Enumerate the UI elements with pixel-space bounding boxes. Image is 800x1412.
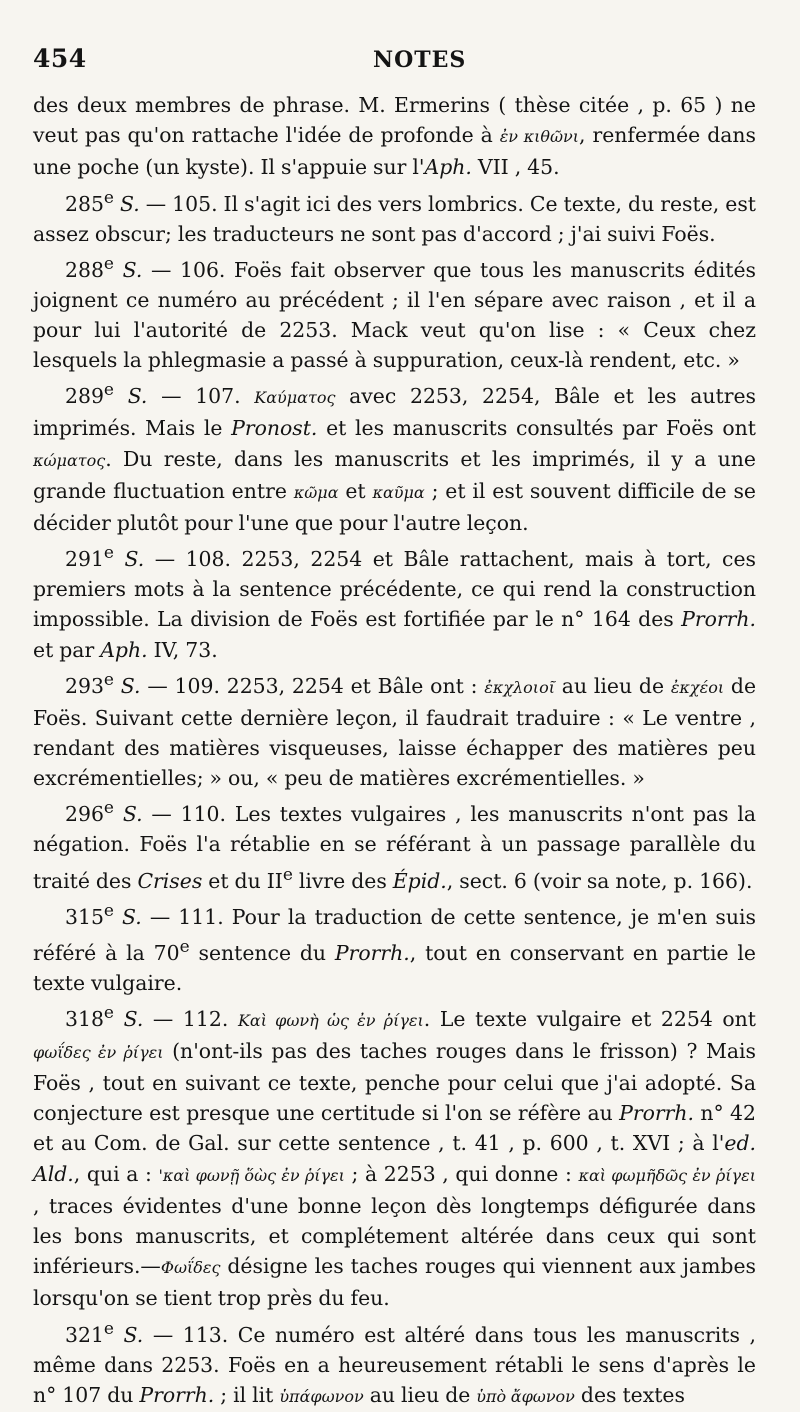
greek-term: Καὶ φωνὴ ὡς ἐν ῥίγει: [237, 1010, 424, 1030]
greek-term: καὶ φωμῆδῶς ἐν ῥίγει: [578, 1165, 756, 1185]
ordinal-superscript: e: [179, 936, 190, 957]
italic-reference: Crises: [137, 868, 203, 893]
italic-reference: Pronost.: [231, 416, 318, 441]
ordinal-superscript: e: [103, 1318, 114, 1339]
greek-term: Φωΐδες: [160, 1258, 221, 1278]
ordinal-superscript: e: [103, 669, 114, 690]
text-run: [114, 258, 123, 282]
italic-reference: S.: [124, 547, 145, 572]
text-run: — 111. Pour la traduction de cette sentence, je m'en suis référé à la 70: [33, 904, 756, 965]
italic-reference: S.: [120, 191, 140, 216]
greek-term: καῦμα: [372, 482, 425, 502]
ordinal-superscript: e: [103, 187, 114, 208]
notes-body: [33, 90, 756, 1412]
greek-term: ἐν κιθῶνι: [499, 127, 580, 147]
greek-term: φωΐδες ἐν ῥίγει: [33, 1042, 164, 1062]
text-run: , sect. 6 (voir sa note, p. 166).: [446, 868, 753, 893]
text-run: (n'ont-ils pas des taches rouges dans le frisson) ? Mais Foës , tout en suivant ce texte, penche pour celui que j'ai adopté. Sa conjecture est presque une certitude si l'on se réfère au: [33, 1038, 756, 1126]
text-run: 288: [65, 257, 104, 282]
text-run: — 110. Les textes vulgaires , les manuscrits n'ont pas la négation. Foës l'a rétablie en se référant à un passage parallèle du traité des: [33, 802, 757, 893]
note-paragraph: [33, 1314, 756, 1412]
text-run: — 107.: [147, 384, 255, 409]
greek-term: ἐκχλοιοῖ: [484, 677, 555, 697]
italic-reference: S.: [122, 802, 143, 827]
text-run: et les manuscrits consultés par Foës ont: [317, 416, 756, 441]
italic-reference: Prorrh.: [139, 1382, 215, 1407]
greek-term: κώματος: [33, 450, 106, 470]
italic-reference: Aph.: [100, 637, 148, 662]
text-run: [114, 547, 125, 571]
text-run: et du II: [202, 868, 283, 893]
ordinal-superscript: e: [103, 798, 114, 819]
italic-reference: S.: [122, 257, 143, 282]
ordinal-superscript: e: [103, 253, 114, 274]
text-run: 321: [65, 1322, 104, 1347]
italic-reference: S.: [123, 1322, 144, 1347]
text-run: [114, 1322, 124, 1346]
text-run: , qui a :: [73, 1161, 159, 1186]
text-run: des textes: [574, 1382, 685, 1407]
text-run: 318: [65, 1006, 104, 1031]
greek-term: Καύματος: [254, 388, 336, 408]
text-run: IV, 73.: [147, 637, 218, 662]
text-run: sentence du: [189, 940, 335, 965]
text-run: ; et il est souvent difficile de se décider plutôt pour l'une que pour l'autre leçon.: [33, 478, 757, 536]
ordinal-superscript: e: [282, 864, 293, 885]
ordinal-superscript: e: [103, 380, 114, 401]
text-run: [114, 384, 128, 408]
running-head: [33, 44, 756, 88]
text-run: 296: [65, 802, 104, 827]
text-run: — 112.: [143, 1006, 238, 1031]
text-run: , renfermée dans une poche (un kyste). Il s'appuie sur l': [33, 123, 756, 180]
italic-reference: Épid.: [392, 868, 447, 893]
text-run: livre des: [292, 868, 393, 893]
text-run: . Le texte vulgaire et 2254 ont: [423, 1006, 757, 1031]
text-run: [114, 674, 121, 698]
note-paragraph: [33, 793, 756, 895]
text-run: — 109. 2253, 2254 et Bâle ont :: [140, 673, 485, 698]
text-run: 285: [65, 191, 104, 216]
text-run: — 106. Foës fait observer que tous les manuscrits édités joignent ce numéro au précédent ; il l'en sépare avec raison , et il a pour lui l'autorité de 2253. Mack veut qu'on lise : « Ceux chez lesquels la phlegmasie a passé à suppuration, ceux-là rendent, etc. »: [33, 257, 756, 373]
text-run: — 108. 2253, 2254 et Bâle rattachent, mais à tort, ces premiers mots à la sentence précédente, ce qui rend la construction impossible. La division de Foës est fortifiée par le n° 164 des: [33, 547, 757, 632]
italic-reference: S.: [123, 1006, 144, 1031]
text-run: de Foës. Suivant cette dernière leçon, il faudrait traduire : « Le ventre , rendant des matières visqueuses, laisse échapper des matières peu excrémentielles; » ou, « peu de matières excrémentielles. »: [33, 673, 757, 791]
italic-reference: ed. Ald.: [33, 1131, 756, 1186]
greek-term: ὑπὸ ἄφωνον: [476, 1386, 575, 1406]
italic-reference: S.: [127, 384, 148, 409]
greek-term: κῶμα: [293, 482, 339, 502]
text-run: , tout en conservant en partie le texte vulgaire.: [33, 940, 756, 995]
greek-term: ἐκχέοι: [670, 677, 725, 697]
page-number: 454: [33, 44, 87, 73]
text-run: au lieu de: [363, 1382, 477, 1407]
greek-term: 'καὶ φωνῇ ὅὼς ἐν ῥίγει: [158, 1165, 345, 1185]
text-run: des deux membres de phrase. M. Ermerins ( thèse citée , p. 65 ) ne veut pas qu'on rattache l'idée de profonde à: [33, 93, 756, 148]
text-run: — 113. Ce numéro est altéré dans tous les manuscrits , même dans 2253. Foës en a heureusement rétabli le sens d'après le n° 107 du: [33, 1322, 757, 1407]
note-paragraph: [33, 183, 756, 249]
text-run: VII , 45.: [471, 155, 560, 180]
ordinal-superscript: e: [103, 1002, 114, 1023]
text-run: avec 2253, 2254, Bâle et les autres imprimés. Mais le: [33, 384, 756, 441]
italic-reference: Prorrh.: [681, 607, 756, 632]
text-run: [114, 802, 123, 826]
text-run: 289: [65, 384, 104, 409]
note-paragraph-continued: [33, 90, 756, 183]
text-run: désigne les taches rouges qui viennent aux jambes lorsqu'on se tient trop près du feu.: [33, 1254, 756, 1311]
text-run: — 105. Il s'agit ici des vers lombrics. Ce texte, du reste, est assez obscur; les traducteurs ne sont pas d'accord ; j'ai suivi Foës.: [33, 191, 756, 246]
text-run: n° 42 et au Com. de Gal. sur cette sentence , t. 41 , p. 600 , t. XVI ; à l': [33, 1101, 757, 1156]
text-run: 291: [65, 547, 104, 572]
text-run: ; il lit: [214, 1382, 280, 1407]
text-run: 293: [65, 673, 104, 698]
text-run: ; à 2253 , qui donne :: [344, 1161, 579, 1186]
text-run: au lieu de: [554, 673, 671, 698]
note-paragraph: [33, 998, 756, 1314]
italic-reference: Prorrh.: [334, 940, 410, 965]
text-run: 315: [65, 904, 104, 929]
text-run: [114, 904, 122, 928]
text-run: . Du reste, dans les manuscrits et les imprimés, il y a une grande fluctuation entre: [33, 446, 756, 503]
italic-reference: Aph.: [424, 155, 472, 180]
text-run: , traces évidentes d'une bonne leçon dès longtemps défigurée dans les bons manuscrits, et complétement altérée dans ceux qui sont inférieurs.—: [33, 1193, 756, 1279]
note-paragraph: [33, 538, 756, 665]
note-paragraph: [33, 249, 756, 376]
italic-reference: S.: [120, 673, 141, 698]
italic-reference: Prorrh.: [619, 1101, 694, 1126]
text-run: [114, 1007, 124, 1031]
greek-term: ὑπάφωνον: [279, 1386, 364, 1406]
running-title: NOTES: [373, 47, 467, 73]
note-paragraph: [33, 375, 756, 538]
italic-reference: S.: [122, 904, 142, 929]
note-paragraph: [33, 665, 756, 794]
text-run: et par: [33, 637, 101, 662]
ordinal-superscript: e: [103, 543, 114, 564]
text-run: et: [338, 478, 373, 503]
ordinal-superscript: e: [103, 900, 114, 921]
note-paragraph: [33, 896, 756, 998]
